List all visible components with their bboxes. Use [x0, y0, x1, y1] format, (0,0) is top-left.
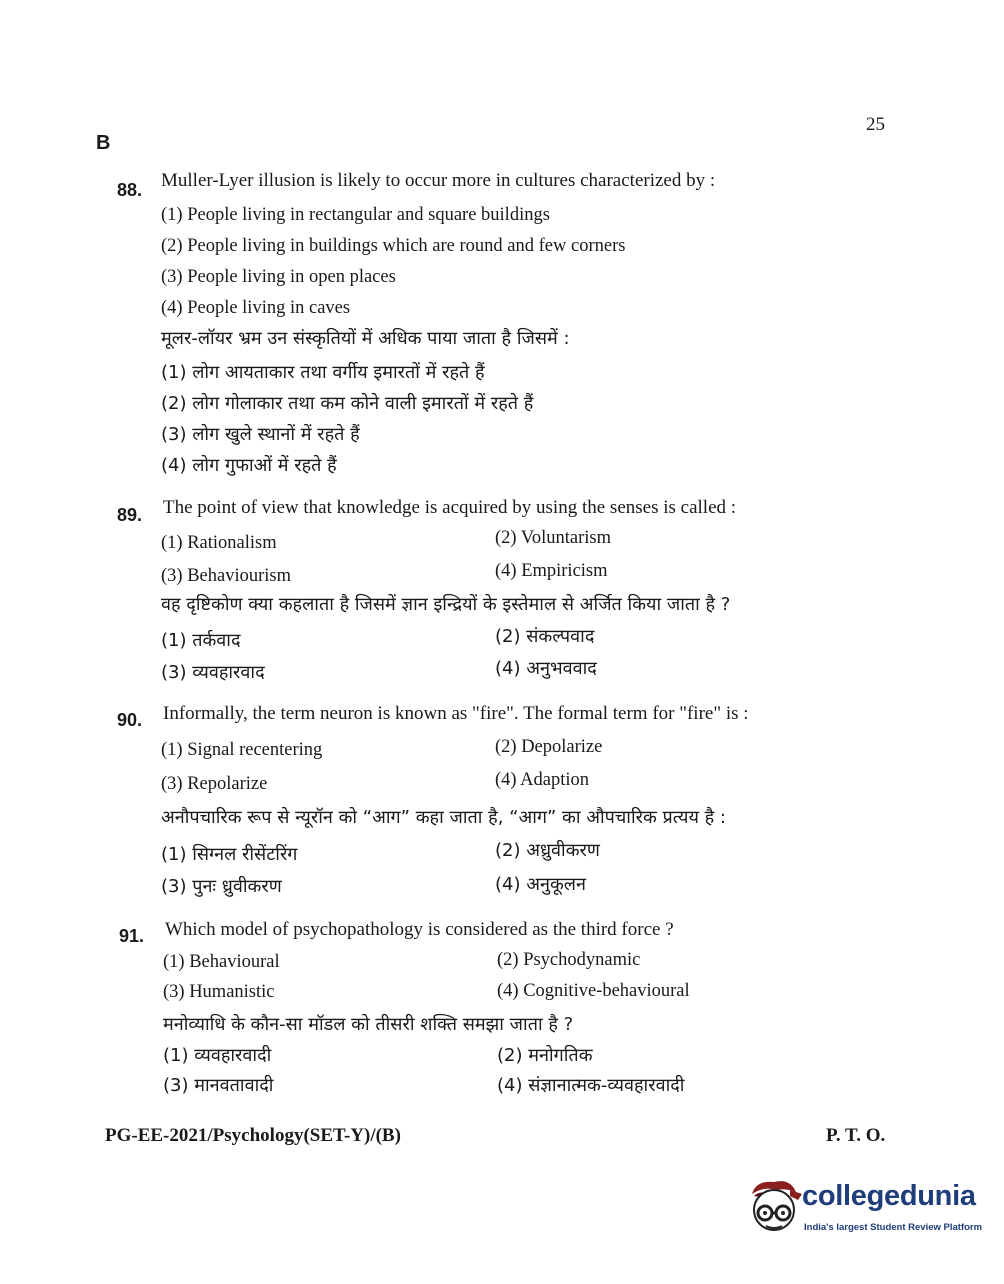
hindi-question-text: वह दृष्टिकोण क्या कहलाता है जिसमें ज्ञान इन्द्रियों के इस्तेमाल से अर्जित किया जाता है ?: [161, 594, 731, 615]
hindi-option: (1) व्यवहारवादी: [163, 1045, 272, 1066]
question-text: Informally, the term neuron is known as "fire". The formal term for "fire" is :: [163, 703, 749, 724]
option: (3) Humanistic: [163, 982, 275, 1002]
question-number: 90.: [117, 710, 143, 730]
hindi-option: (2) अध्रुवीकरण: [495, 840, 600, 861]
question-number: 88.: [117, 180, 143, 200]
hindi-option: (2) संकल्पवाद: [495, 626, 595, 647]
hindi-option: (4) अनुभववाद: [495, 658, 597, 679]
hindi-option: (3) मानवतावादी: [163, 1075, 274, 1096]
hindi-question-text: मूलर-लॉयर भ्रम उन संस्कृतियों में अधिक पाया जाता है जिसमें :: [161, 328, 570, 349]
question-text: The point of view that knowledge is acquired by using the senses is called :: [163, 497, 737, 518]
hindi-option: (2) लोग गोलाकार तथा कम कोने वाली इमारतों में रहते हैं: [161, 393, 534, 414]
set-label: B: [96, 132, 111, 154]
hindi-option: (4) संज्ञानात्मक-व्यवहारवादी: [497, 1075, 685, 1096]
paper-code: PG-EE-2021/Psychology(SET-Y)/(B): [105, 1125, 401, 1146]
option: (1) Signal recentering: [161, 740, 323, 760]
hindi-question-text: अनौपचारिक रूप से न्यूरॉन को “आग” कहा जाता है, “आग” का औपचारिक प्रत्यय है :: [161, 807, 726, 828]
option: (1) Rationalism: [161, 533, 277, 553]
option: (2) Depolarize: [495, 737, 603, 757]
hindi-option: (3) लोग खुले स्थानों में रहते हैं: [161, 424, 360, 445]
option: (4) Cognitive-behavioural: [497, 981, 690, 1001]
option: (3) Repolarize: [161, 774, 268, 794]
logo-tagline: India's largest Student Review Platform: [804, 1222, 983, 1233]
hindi-option: (4) अनुकूलन: [495, 874, 586, 895]
hindi-option: (1) सिग्नल रीसेंटरिंग: [161, 844, 298, 865]
student-mascot-icon: [746, 1176, 804, 1246]
question-number: 89.: [117, 505, 143, 525]
question-text: Muller-Lyer illusion is likely to occur more in cultures characterized by :: [161, 170, 716, 191]
hindi-option: (1) लोग आयताकार तथा वर्गीय इमारतों में रहते हैं: [161, 362, 485, 383]
pto-label: P. T. O.: [826, 1125, 886, 1146]
option: (3) People living in open places: [161, 267, 396, 287]
option: (1) People living in rectangular and square buildings: [161, 205, 550, 225]
option: (4) Adaption: [495, 770, 590, 790]
page-number: 25: [866, 114, 885, 135]
hindi-option: (3) पुनः ध्रुवीकरण: [161, 876, 282, 897]
option: (2) People living in buildings which are round and few corners: [161, 236, 626, 256]
hindi-option: (3) व्यवहारवाद: [161, 662, 265, 683]
question-text: Which model of psychopathology is considered as the third force ?: [165, 919, 674, 940]
option: (2) Psychodynamic: [497, 950, 641, 970]
collegedunia-logo: [746, 1176, 983, 1246]
hindi-question-text: मनोव्याधि के कौन-सा मॉडल को तीसरी शक्ति समझा जाता है ?: [163, 1014, 574, 1035]
hindi-option: (2) मनोगतिक: [497, 1045, 593, 1066]
option: (1) Behavioural: [163, 952, 280, 972]
option: (4) Empiricism: [495, 561, 608, 581]
question-number: 91.: [119, 926, 145, 946]
option: (3) Behaviourism: [161, 566, 291, 586]
hindi-option: (4) लोग गुफाओं में रहते हैं: [161, 455, 337, 476]
option: (2) Voluntarism: [495, 528, 611, 548]
option: (4) People living in caves: [161, 298, 351, 318]
hindi-option: (1) तर्कवाद: [161, 630, 241, 651]
logo-wordmark: collegedunia: [802, 1180, 976, 1212]
